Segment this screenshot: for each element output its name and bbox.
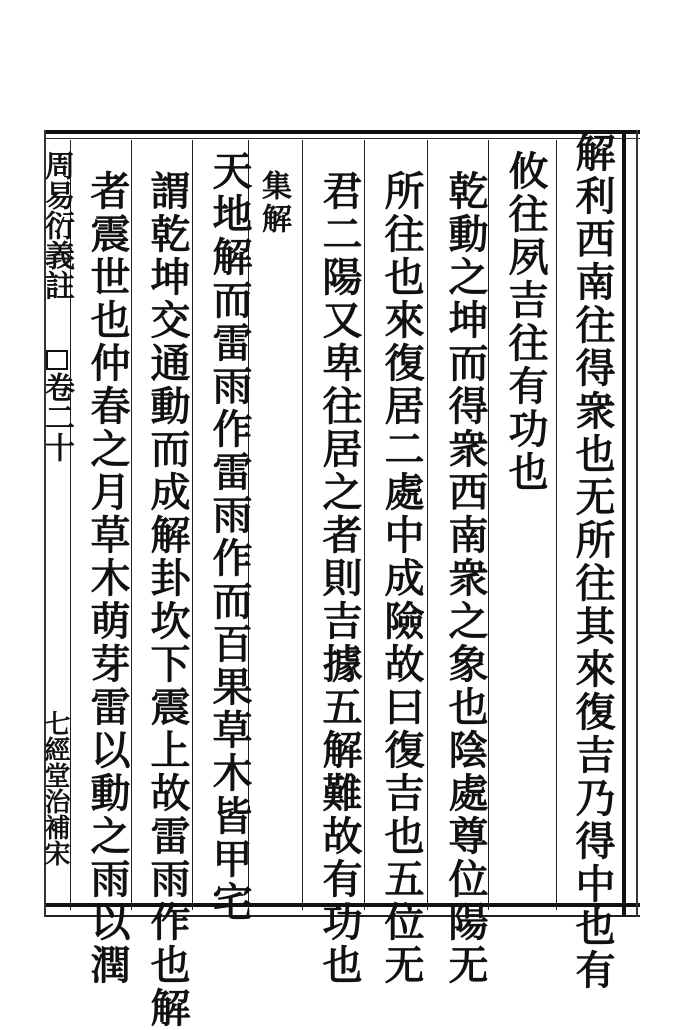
frame-right-line	[622, 130, 626, 917]
text-column-3: 乾動之坤而得衆西南衆之象也陰處尊位陽无	[442, 170, 489, 987]
text-column-1: 解利西南往得衆也无所往其來復吉乃得中也有	[569, 132, 616, 992]
text-column-5: 君二陽又卑往居之者則吉據五解難故有功也	[316, 170, 363, 987]
margin-title: 周易衍義註	[39, 150, 74, 300]
jijie-heading: 集解	[256, 170, 291, 236]
text-column-2: 攸往夙吉往有功也	[502, 150, 549, 494]
margin-publisher: 七經堂治補宋	[40, 710, 70, 866]
text-column-8: 者震世也仲春之月草木萌芽雷以動之雨以潤	[84, 170, 131, 987]
column-divider	[556, 140, 557, 910]
frame-right-outer-line	[636, 130, 638, 917]
margin-volume: 卷二十	[39, 372, 74, 462]
frame-top-inner-line	[44, 138, 640, 139]
text-column-6: 天地解而雷雨作雷雨作而百果草木皆甲宅	[206, 150, 253, 924]
text-column-4: 所往也來復居二處中成險故曰復吉也五位无	[378, 170, 425, 987]
frame-top-line	[44, 130, 640, 134]
text-column-7: 謂乾坤交通動而成解卦坎下震上故雷雨作也解	[144, 170, 191, 1030]
column-divider	[302, 140, 303, 910]
fishtail-mark	[46, 350, 68, 370]
